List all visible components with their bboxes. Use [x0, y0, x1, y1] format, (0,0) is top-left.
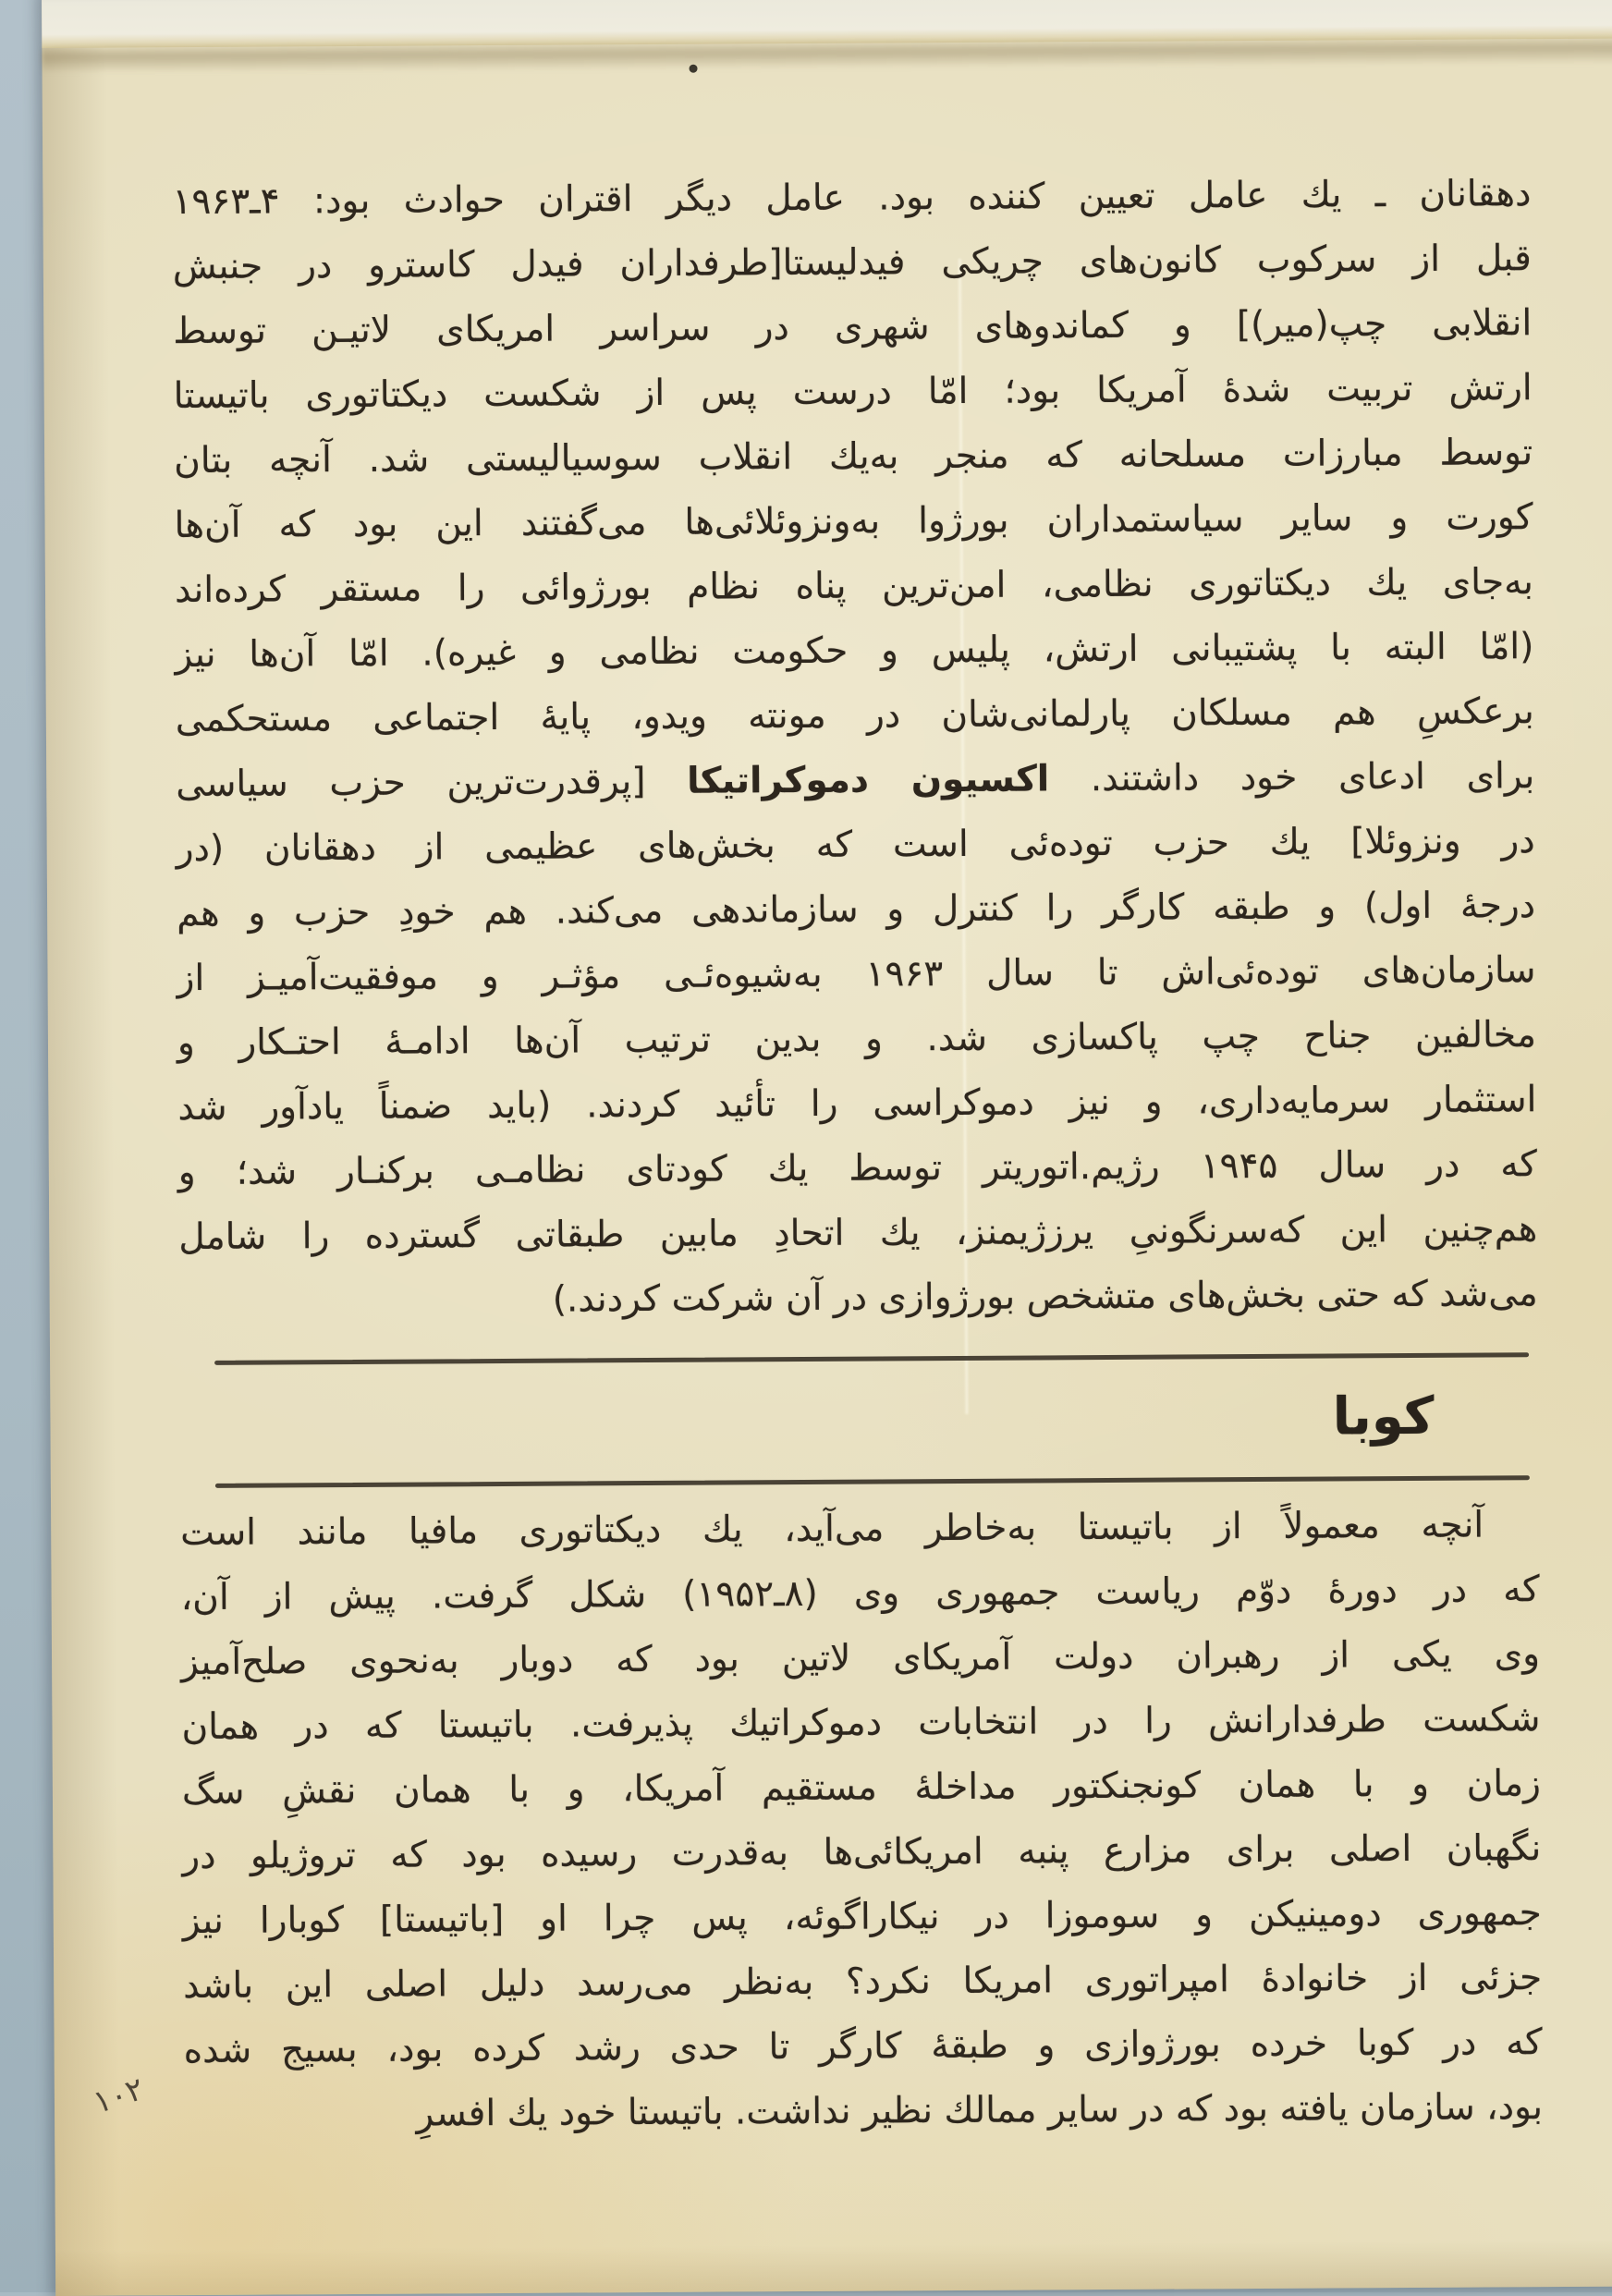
text-line: مخالفين جناح چپ پاكسازی شد. و بدين ترتيب آن‌ها ادامـۀ احتـكار و [177, 1014, 1537, 1065]
text-line: كه در دورۀ دوّم رياست جمهوری وی (۸ـ۱۹۵۲) شكل گرفت. پيش از آن، [180, 1569, 1540, 1619]
text-line: می‌شد كه حتی بخش‌های متشخص بورژوازی در آن شركت كردند.) [552, 1273, 1538, 1321]
text-line: هم‌چنين اين كه‌سرنگونیِ يرزژيمنز، يك اتحادِ مابين طبقاتی گسترده را شامل [178, 1208, 1538, 1259]
text-line: جزئی از خانوادۀ امپراتوری امريكا نكرد؟ به‌نظر می‌رسد دليل اصلی اين باشد [183, 1957, 1543, 2008]
text-line: زمان و با همان كونجنكتور مداخلۀ مستقيم آمريكا، و با همان نقشِ سگ [181, 1763, 1542, 1814]
text-line: شكست طرفدارانش را در انتخابات دموكراتيك پذيرفت. باتيستا كه در همان [181, 1698, 1541, 1749]
text-line: قبل از سركوب كانون‌های چريكی فيدليستا[طرفداران فيدل كاسترو در جنبش [172, 238, 1532, 288]
text-line: انقلابی چپ(مير)] و كماندوهای شهری در سراسر امريكای لاتيـن توسط [173, 302, 1533, 353]
page-number: ۱۰۲ [89, 2070, 149, 2122]
text-line: (امّا البته با پشتيبانی ارتش، پليس و حكومت نظامی و غيره). امّا آن‌ها نيز [175, 626, 1534, 677]
paragraph-2 [180, 1493, 1543, 2148]
section-heading: كوبا [1332, 1386, 1435, 1447]
text-segment: برای ادعای خود داشتند. [1049, 755, 1535, 800]
text-line: توسط مبارزات مسلحانه كه منجر به‌يك انقلاب سوسياليستی شد. آنچه بتان [173, 432, 1533, 482]
text-line: دهقانان ـ يك عامل تعيين كننده بود. عامل ديگر اقتران حوادث بود: ۴ـ۱۹۶۳ [172, 173, 1532, 224]
paragraph-1 [172, 162, 1538, 1335]
page-text [172, 162, 1543, 2148]
text-line-with-bold-term [176, 744, 1534, 817]
text-line: وی يكی از رهبران دولت آمريكای لاتين بود كه دوبار به‌نحوی صلح‌آميز [180, 1633, 1541, 1684]
text-line: نگهبان اصلی برای مزارع پنبه امريكائی‌ها به‌قدرت رسيده بود كه تروژيلو در [182, 1827, 1542, 1878]
text-line: كورت و ساير سياستمداران بورژوا به‌ونزوئلائی‌ها می‌گفتند اين بود كه آن‌ها [174, 496, 1533, 547]
text-line: آنچه معمولاً از باتيستا به‌خاطر می‌آيد، يك ديكتاتوری مافيا مانند است [180, 1504, 1484, 1555]
text-line: در ونزوئلا] يك حزب توده‌ئی است كه بخش‌های عظيمی از دهقانان (در [176, 820, 1535, 871]
book-page [42, 0, 1612, 2296]
text-line: برعكسِ هم مسلكان پارلمانی‌شان در مونته ويدو، پايۀ اجتماعی مستحكمی [175, 690, 1534, 741]
party-name-bold: اكسيون دموكراتيكا [687, 758, 1050, 802]
text-segment: [پرقدرت‌ترين حزب سياسی [176, 760, 688, 806]
text-line: كه در سال ۱۹۴۵ رژيم.اتوريتر توسط يك كودتای نظامـی بركنـار شد؛ و [177, 1143, 1537, 1194]
text-line: استثمار سرمايه‌داری، و نيز دموكراسی را تأئيد كردند. (بايد ضمناً يادآور شد [177, 1079, 1537, 1130]
text-line: جمهوری دومينيكن و سوموزا در نيكاراگوئه، پس چرا او [باتيستا] كوبارا نيز [182, 1892, 1542, 1943]
text-line: درجۀ اول) و طبقه كارگر را كنترل و سازماندهی می‌كند. هم خودِ حزب و هم [176, 885, 1536, 935]
text-line: كه در كوبا خرده بورژوازی و طبقۀ كارگر تا حدی رشد كرده بود، بسيج شده [183, 2021, 1543, 2072]
text-line: سازمان‌های توده‌ئی‌اش تا سال ۱۹۶۳ به‌شيوه‌ئـی مؤثـر و موفقيت‌آميـز از [177, 949, 1536, 1000]
text-line: به‌جای يك ديكتاتوری نظامی، امن‌ترين پناه نظام بورژوائی را مستقر كرده‌اند [174, 561, 1534, 612]
ink-speck [690, 65, 698, 73]
text-line: ارتش تربيت شدۀ آمريكا بود؛ امّا درست پس از شكست ديكتاتوری باتيستا [173, 367, 1533, 418]
text-line: بود، سازمان يافته بود كه در ساير ممالك نظير نداشت. باتيستا خود يك افسرِ [416, 2086, 1544, 2135]
